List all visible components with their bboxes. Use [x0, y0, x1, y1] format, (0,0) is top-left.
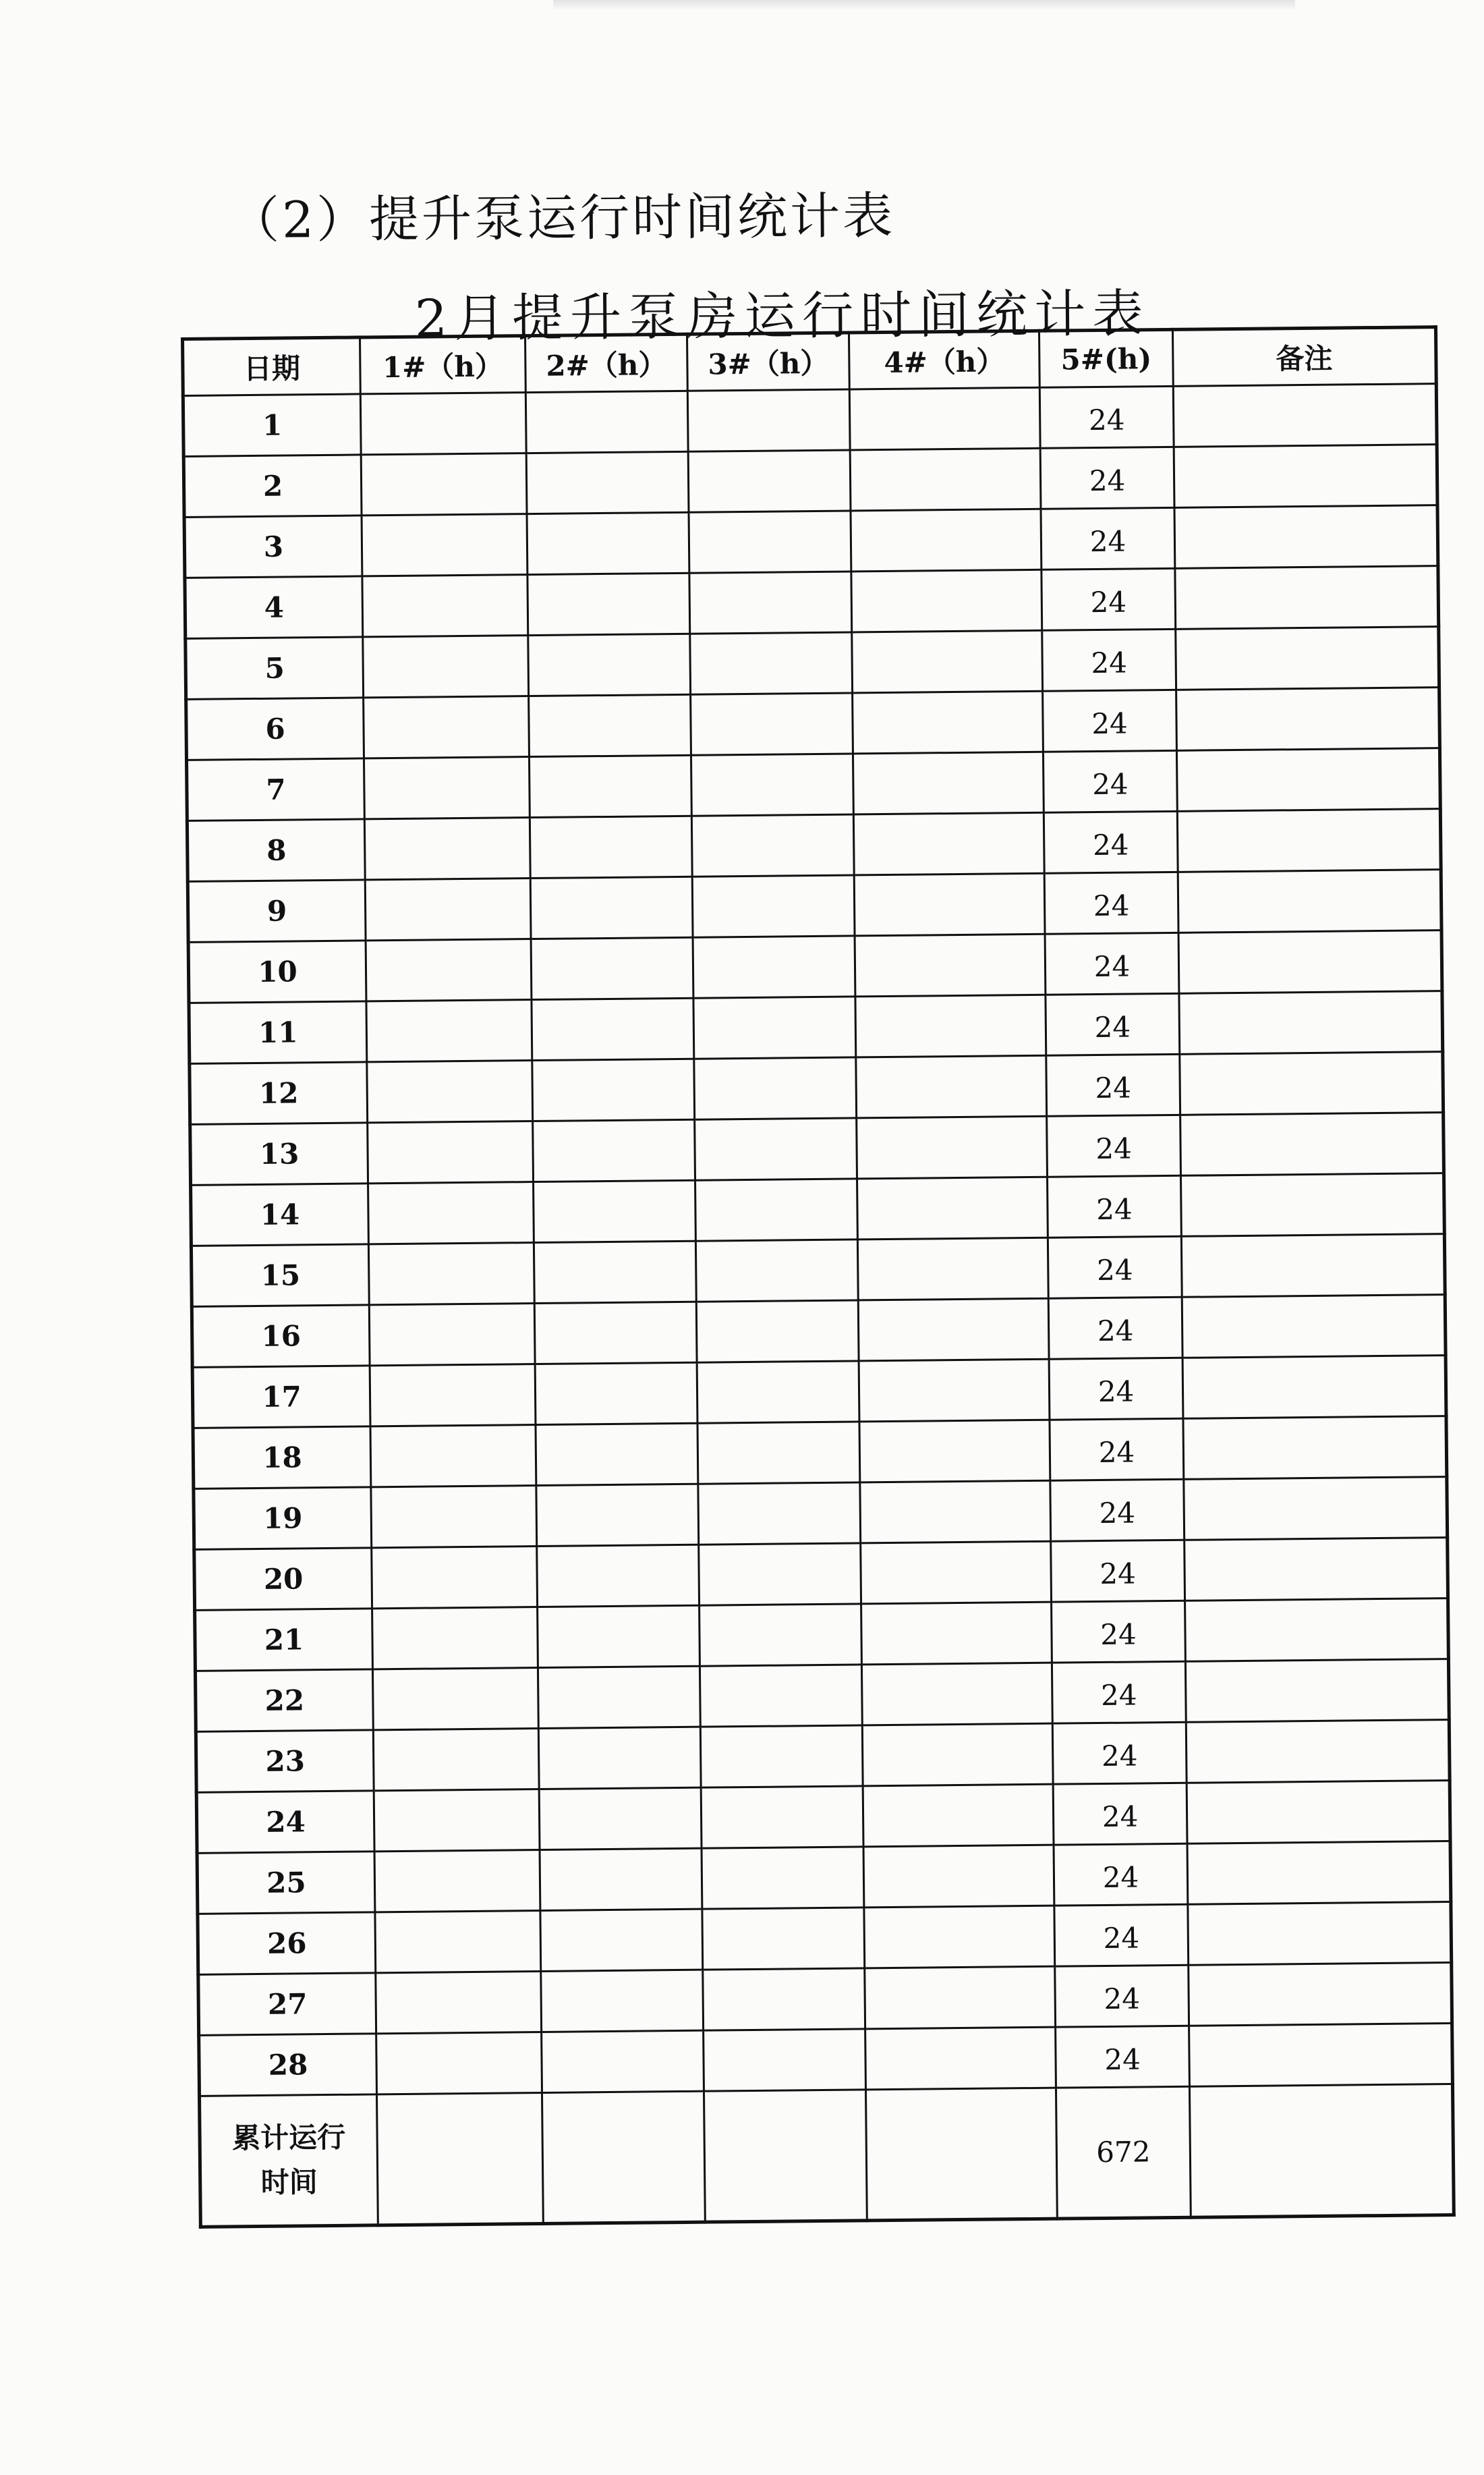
cell-remark — [1183, 1416, 1447, 1480]
cell-remark — [1175, 566, 1439, 630]
cell-pump-4 — [857, 1238, 1048, 1300]
cell-pump-3 — [696, 1300, 859, 1362]
cell-pump-2 — [538, 1727, 701, 1789]
cell-pump-5: 24 — [1046, 1054, 1180, 1116]
cell-pump-2 — [532, 1059, 695, 1121]
table-row — [190, 1052, 1444, 1125]
total-pump-5: 672 — [1056, 2086, 1191, 2219]
cell-pump-3 — [697, 1422, 860, 1484]
cell-pump-4 — [865, 1966, 1056, 2029]
table-row — [187, 748, 1441, 821]
cell-pump-4 — [864, 1906, 1055, 1968]
cell-date: 16 — [192, 1305, 370, 1368]
cell-pump-4 — [853, 812, 1044, 875]
cell-date: 10 — [188, 941, 366, 1003]
cell-pump-3 — [700, 1725, 863, 1787]
cell-pump-2 — [527, 512, 689, 574]
cell-pump-1 — [367, 1061, 533, 1123]
cell-remark — [1177, 809, 1441, 872]
cell-pump-4 — [857, 1177, 1048, 1240]
cell-pump-5: 24 — [1043, 690, 1177, 752]
cell-pump-5: 24 — [1044, 811, 1178, 873]
total-pump-3 — [704, 2090, 867, 2222]
cell-remark — [1189, 2024, 1453, 2087]
cell-pump-3 — [701, 1786, 863, 1848]
cell-date: 8 — [187, 819, 365, 882]
header-pump-3: 3#（h） — [687, 333, 849, 391]
cell-remark — [1182, 1295, 1446, 1358]
cell-date: 6 — [186, 698, 364, 760]
cell-remark — [1176, 627, 1439, 690]
table-row — [186, 688, 1440, 760]
cell-pump-3 — [692, 875, 855, 937]
cell-remark — [1179, 991, 1443, 1055]
cell-pump-2 — [538, 1605, 700, 1667]
table-row — [191, 1234, 1445, 1307]
cell-pump-5: 24 — [1048, 1297, 1182, 1359]
cell-pump-4 — [862, 1723, 1053, 1786]
cell-pump-5: 24 — [1042, 629, 1176, 691]
cell-pump-2 — [534, 1241, 696, 1303]
cell-pump-5: 24 — [1055, 1965, 1189, 2027]
cell-date: 11 — [189, 1001, 367, 1064]
cell-date: 15 — [191, 1244, 369, 1307]
cell-pump-2 — [534, 1180, 696, 1242]
cell-pump-1 — [361, 453, 527, 516]
cell-pump-5: 24 — [1050, 1479, 1185, 1541]
table-row — [187, 809, 1441, 882]
cell-pump-3 — [693, 997, 856, 1059]
cell-pump-3 — [689, 572, 852, 634]
cell-date: 20 — [194, 1548, 372, 1611]
cell-remark — [1185, 1538, 1448, 1601]
cell-date: 24 — [196, 1791, 374, 1854]
cell-pump-5: 24 — [1046, 993, 1180, 1055]
cell-pump-3 — [691, 814, 854, 877]
cell-remark — [1182, 1356, 1446, 1419]
cell-pump-2 — [531, 937, 693, 999]
cell-remark — [1187, 1841, 1451, 1905]
cell-pump-1 — [372, 1547, 538, 1609]
cell-date: 4 — [185, 576, 363, 639]
cell-pump-4 — [858, 1298, 1049, 1361]
table-row — [189, 991, 1443, 1064]
cell-pump-1 — [364, 696, 530, 758]
total-label: 累计运行时间 — [231, 2120, 346, 2199]
cell-pump-1 — [366, 1000, 532, 1062]
table-row — [185, 566, 1439, 639]
cell-pump-1 — [363, 636, 529, 698]
cell-pump-3 — [687, 389, 850, 451]
cell-pump-2 — [540, 1909, 703, 1971]
cell-pump-1 — [372, 1668, 538, 1730]
table-row — [191, 1173, 1445, 1246]
cell-pump-3 — [698, 1482, 861, 1545]
cell-pump-5: 24 — [1054, 1904, 1189, 1966]
cell-remark — [1176, 748, 1440, 812]
cell-pump-1 — [374, 1850, 540, 1912]
total-remark — [1189, 2084, 1454, 2218]
cell-pump-4 — [853, 752, 1044, 814]
table-row — [192, 1356, 1446, 1428]
header-pump-4: 4#（h） — [849, 331, 1039, 389]
cell-pump-3 — [700, 1604, 862, 1666]
table-row — [188, 930, 1442, 1003]
cell-pump-5: 24 — [1053, 1783, 1187, 1845]
cell-remark — [1186, 1720, 1450, 1783]
cell-date: 1 — [183, 394, 361, 457]
cell-pump-1 — [364, 818, 530, 880]
cell-date: 21 — [195, 1609, 373, 1671]
cell-pump-3 — [703, 1968, 865, 2030]
cell-pump-1 — [368, 1121, 534, 1184]
table-row — [190, 1113, 1444, 1186]
table-row — [183, 384, 1437, 457]
cell-remark — [1176, 688, 1440, 751]
cell-pump-1 — [368, 1243, 534, 1305]
cell-pump-4 — [855, 995, 1046, 1057]
cell-pump-4 — [859, 1420, 1050, 1482]
cell-pump-3 — [695, 1240, 858, 1302]
cell-pump-1 — [374, 1789, 540, 1852]
cell-pump-5: 24 — [1040, 447, 1174, 509]
cell-pump-5: 24 — [1049, 1358, 1183, 1420]
table-row — [198, 1963, 1452, 2036]
cell-remark — [1187, 1781, 1450, 1844]
cell-date: 25 — [197, 1852, 375, 1914]
cell-remark — [1185, 1598, 1449, 1662]
cell-date: 17 — [192, 1366, 370, 1428]
section-heading: （2）提升泵运行时间统计表 — [229, 187, 896, 250]
cell-remark — [1174, 505, 1438, 569]
cell-pump-2 — [535, 1362, 697, 1424]
header-pump-5: 5#(h) — [1039, 329, 1173, 387]
cell-pump-2 — [536, 1423, 698, 1485]
cell-pump-1 — [364, 757, 530, 819]
cell-pump-1 — [368, 1182, 534, 1244]
cell-pump-3 — [695, 1179, 858, 1241]
cell-date: 13 — [190, 1123, 368, 1186]
table-container — [181, 325, 1452, 2229]
table-row — [195, 1659, 1449, 1732]
cell-pump-4 — [857, 1116, 1048, 1179]
cell-pump-4 — [851, 569, 1042, 632]
cell-pump-3 — [691, 693, 853, 755]
cell-pump-3 — [699, 1543, 861, 1605]
cell-pump-4 — [861, 1541, 1052, 1604]
cell-date: 9 — [188, 880, 366, 943]
cell-remark — [1185, 1659, 1449, 1723]
cell-pump-2 — [542, 2030, 704, 2092]
cell-pump-4 — [855, 934, 1046, 997]
cell-pump-5: 24 — [1047, 1115, 1181, 1177]
cell-pump-3 — [688, 450, 851, 512]
cell-date: 7 — [187, 758, 365, 821]
total-pump-1 — [377, 2092, 544, 2225]
cell-pump-5: 24 — [1039, 386, 1174, 448]
cell-pump-1 — [365, 879, 531, 941]
cell-date: 22 — [195, 1669, 373, 1732]
cell-date: 19 — [194, 1487, 372, 1550]
table-row — [184, 505, 1438, 578]
cell-pump-1 — [369, 1304, 535, 1366]
total-row — [200, 2084, 1454, 2227]
cell-pump-2 — [529, 694, 691, 756]
header-remark: 备注 — [1172, 327, 1436, 387]
cell-remark — [1174, 445, 1437, 508]
table-row — [195, 1598, 1449, 1671]
cell-pump-2 — [532, 998, 694, 1060]
table-row — [197, 1841, 1451, 1914]
cell-pump-1 — [362, 514, 527, 576]
cell-pump-4 — [852, 630, 1043, 693]
cell-pump-3 — [702, 1847, 864, 1909]
cell-pump-5: 24 — [1048, 1236, 1182, 1298]
cell-pump-2 — [536, 1484, 699, 1546]
cell-date: 14 — [191, 1184, 369, 1246]
cell-pump-1 — [376, 1971, 542, 2033]
cell-remark — [1173, 384, 1437, 447]
cell-pump-3 — [690, 632, 853, 694]
cell-pump-2 — [537, 1545, 700, 1607]
table-row — [199, 2024, 1453, 2096]
table-title: 2月提升泵房运行时间统计表 — [414, 283, 1151, 349]
cell-remark — [1188, 1902, 1452, 1966]
header-date: 日期 — [183, 337, 361, 396]
cell-pump-1 — [372, 1607, 538, 1669]
cell-date: 28 — [199, 2034, 377, 2096]
cell-pump-2 — [525, 391, 688, 453]
cell-pump-2 — [541, 1970, 704, 2032]
cell-pump-2 — [530, 877, 693, 939]
cell-pump-4 — [859, 1359, 1050, 1422]
total-label-cell — [200, 2094, 378, 2227]
cell-pump-3 — [700, 1665, 862, 1727]
cell-date: 5 — [186, 637, 364, 700]
table-row — [198, 1902, 1452, 1975]
header-pump-2: 2#（h） — [525, 334, 688, 392]
cell-pump-3 — [695, 1118, 857, 1180]
cell-pump-5: 24 — [1054, 1843, 1188, 1906]
cell-pump-5: 24 — [1052, 1661, 1186, 1723]
cell-remark — [1189, 1963, 1452, 2026]
cell-pump-5: 24 — [1056, 2026, 1190, 2088]
cell-pump-5: 24 — [1052, 1722, 1187, 1784]
cell-pump-2 — [533, 1119, 695, 1181]
cell-date: 18 — [193, 1426, 371, 1489]
cell-pump-5: 24 — [1051, 1540, 1185, 1602]
cell-pump-2 — [540, 1848, 702, 1910]
cell-pump-2 — [539, 1787, 702, 1850]
scan-edge-shadow — [553, 0, 1295, 9]
table-row — [188, 870, 1442, 943]
cell-remark — [1181, 1234, 1445, 1298]
cell-pump-2 — [528, 634, 691, 696]
table-row — [186, 627, 1439, 700]
cell-pump-1 — [360, 393, 526, 455]
cell-pump-4 — [850, 448, 1041, 511]
cell-date: 23 — [196, 1730, 374, 1793]
cell-pump-3 — [697, 1361, 859, 1423]
cell-pump-1 — [370, 1364, 536, 1426]
cell-pump-4 — [853, 691, 1044, 754]
cell-pump-1 — [366, 939, 532, 1001]
cell-remark — [1180, 1173, 1444, 1237]
cell-pump-2 — [538, 1666, 700, 1728]
cell-pump-5: 24 — [1043, 750, 1177, 812]
cell-pump-3 — [694, 1057, 857, 1119]
table-row — [192, 1295, 1446, 1368]
cell-pump-2 — [534, 1302, 697, 1364]
cell-pump-1 — [375, 1910, 541, 1972]
total-pump-4 — [865, 2088, 1057, 2221]
cell-remark — [1184, 1477, 1448, 1540]
table-row — [194, 1477, 1448, 1550]
cell-date: 26 — [198, 1912, 376, 1975]
table-row — [193, 1416, 1447, 1489]
cell-pump-5: 24 — [1050, 1418, 1184, 1480]
cell-date: 2 — [183, 455, 362, 518]
cell-pump-4 — [849, 387, 1040, 450]
cell-pump-3 — [704, 2029, 866, 2091]
table-row — [196, 1781, 1450, 1854]
cell-pump-3 — [693, 936, 855, 998]
cell-pump-4 — [856, 1055, 1047, 1118]
cell-pump-2 — [529, 755, 691, 817]
cell-pump-1 — [371, 1486, 537, 1548]
cell-pump-2 — [527, 573, 690, 635]
cell-pump-5: 24 — [1048, 1175, 1182, 1238]
cell-pump-3 — [702, 1908, 865, 1970]
cell-pump-4 — [863, 1784, 1054, 1847]
cell-pump-3 — [691, 754, 853, 816]
cell-pump-1 — [373, 1729, 539, 1791]
cell-pump-3 — [689, 511, 851, 573]
cell-pump-4 — [863, 1845, 1054, 1908]
cell-pump-4 — [865, 2027, 1056, 2090]
table-row — [196, 1720, 1450, 1793]
table-row — [183, 445, 1437, 518]
cell-date: 3 — [184, 516, 362, 578]
cell-pump-5: 24 — [1044, 872, 1178, 934]
cell-pump-4 — [851, 509, 1041, 572]
cell-pump-1 — [376, 2032, 542, 2094]
cell-pump-1 — [362, 575, 528, 637]
total-pump-2 — [542, 2091, 705, 2223]
cell-remark — [1180, 1052, 1444, 1115]
header-pump-1: 1#（h） — [360, 336, 526, 394]
table-row — [194, 1538, 1448, 1611]
cell-pump-4 — [861, 1663, 1052, 1725]
cell-pump-5: 24 — [1052, 1601, 1186, 1663]
cell-pump-4 — [860, 1480, 1051, 1543]
table-body — [183, 384, 1452, 2096]
cell-date: 12 — [190, 1062, 368, 1125]
cell-pump-5: 24 — [1041, 568, 1176, 630]
cell-remark — [1180, 1113, 1444, 1176]
cell-pump-1 — [370, 1425, 536, 1487]
cell-pump-4 — [861, 1602, 1052, 1665]
pump-runtime-table — [181, 325, 1456, 2229]
cell-date: 27 — [198, 1973, 376, 2036]
cell-remark — [1178, 930, 1442, 994]
cell-pump-2 — [530, 816, 692, 878]
cell-pump-2 — [526, 451, 689, 513]
cell-pump-4 — [854, 873, 1045, 936]
cell-pump-5: 24 — [1041, 507, 1175, 569]
cell-remark — [1178, 870, 1442, 933]
cell-pump-5: 24 — [1045, 933, 1179, 995]
